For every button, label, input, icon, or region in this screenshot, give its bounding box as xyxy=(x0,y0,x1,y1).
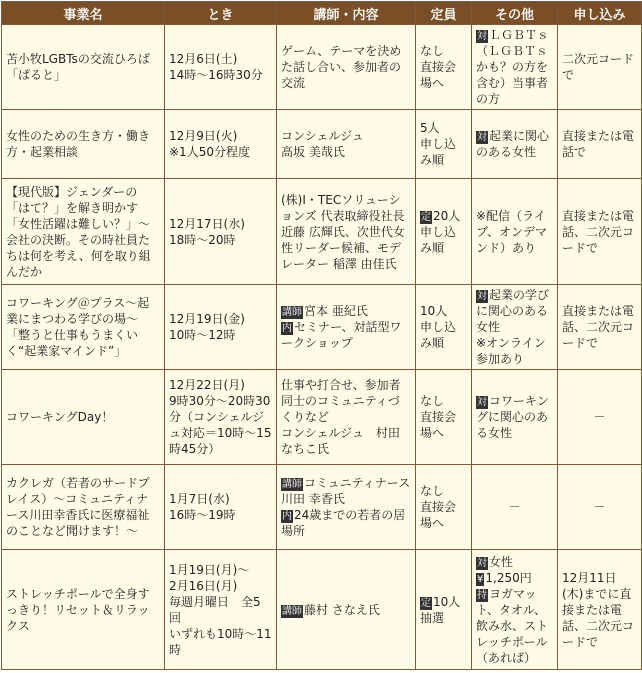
header-capacity: 定員 xyxy=(416,2,472,25)
capacity-value: 10人 xyxy=(433,594,461,609)
table-header-row xyxy=(2,2,642,25)
capacity-note: 申し込み順 xyxy=(420,224,457,255)
application-text: 12月11日(木)までに直接または電話、二次元コードで xyxy=(562,570,635,649)
when-cell xyxy=(165,179,277,285)
header-lecturer-content: 講師・内容 xyxy=(277,2,416,25)
event-name: コワーキング＠プラス～起業にまつわる学びの場～「整うと仕事もうまくいく“起業家マインド”」 xyxy=(6,296,150,358)
event-time: いずれも10時～11時 xyxy=(169,626,272,657)
target-tag: 対 xyxy=(477,31,487,42)
event-name: 女性のための生き方・働き方・起業相談 xyxy=(6,129,151,159)
table-row xyxy=(2,550,642,670)
application-cell xyxy=(558,285,642,370)
capacity-tag: 定 xyxy=(421,597,431,609)
lecturer-name: 高坂 美哉氏 xyxy=(281,145,345,159)
header-when: とき xyxy=(165,2,277,25)
event-table xyxy=(1,1,642,670)
content-text: ゲーム、テーマを決めた話し合い、参加者の交流 xyxy=(281,44,402,90)
when-cell xyxy=(165,285,277,370)
capacity-value: 10人 xyxy=(420,304,448,318)
event-name: コワーキングDay！ xyxy=(6,410,114,424)
when-cell xyxy=(165,465,277,550)
event-subtitle: 「女性活躍は難しい？」～会社の決断。その時社員たちは何を考え、何を取り組んだか xyxy=(6,216,151,279)
other-text: 起業に関心のある女性 xyxy=(476,129,550,159)
application-cell xyxy=(558,550,642,670)
lecturer-name: 藤村 さなえ氏 xyxy=(304,602,380,617)
event-date-end: 2月16日(月) xyxy=(169,578,238,593)
application-cell xyxy=(558,110,642,179)
when-cell xyxy=(165,550,277,670)
fee-tag: ¥ xyxy=(477,573,484,585)
event-name-cell xyxy=(2,285,165,370)
capacity-value: なし xyxy=(420,44,445,58)
event-name-cell xyxy=(2,465,165,550)
capacity-note: 申し込み順 xyxy=(420,137,457,167)
event-time: 9時30分～20時30分（コンシェルジュ対応＝10時～15時45分） xyxy=(169,394,272,456)
event-date: 12月19日(金) xyxy=(169,312,245,326)
target-tag: 対 xyxy=(477,291,487,302)
table-row xyxy=(2,465,642,550)
event-date: 12月22日(月) xyxy=(169,378,245,392)
event-name: ストレッチポールで全身すっきり！リセット＆リラックス xyxy=(6,586,150,633)
application-text: 直接または電話で xyxy=(562,129,635,159)
other-cell xyxy=(472,179,558,285)
event-time: 16時～19時 xyxy=(169,508,236,522)
capacity-note: 申し込み順 xyxy=(420,320,457,350)
application-text: 直接または電話、二次元コードで xyxy=(562,304,635,350)
content-tag: 内 xyxy=(282,511,292,522)
content-text: セミナー、対話型ワークショップ xyxy=(281,320,402,350)
target-tag: 対 xyxy=(477,397,487,408)
other-text: － xyxy=(508,500,521,514)
event-time: ※1人50分程度 xyxy=(169,145,250,159)
other-cell xyxy=(472,110,558,179)
when-cell xyxy=(165,25,277,110)
lecturer-tag: 講師 xyxy=(282,479,302,490)
target-tag: 対 xyxy=(477,557,487,569)
other-cell xyxy=(472,370,558,465)
content-cell xyxy=(277,25,416,110)
content-text: 24歳までの若者の居場所 xyxy=(281,508,406,538)
lecturer-name: 宮本 亜紀氏 xyxy=(304,304,368,318)
capacity-tag: 定 xyxy=(421,211,431,223)
content-cell xyxy=(277,179,416,285)
other-text: ※配信（ライブ、オンデマンド）あり xyxy=(476,208,548,255)
content-text: 仕事や打合せ、参加者同士のコミュニティづくりなど xyxy=(281,378,401,424)
application-text: 二次元コードで xyxy=(562,52,635,82)
event-name-cell xyxy=(2,370,165,465)
content-cell xyxy=(277,370,416,465)
capacity-cell xyxy=(416,465,472,550)
event-name-cell xyxy=(2,550,165,670)
capacity-value: 20人 xyxy=(433,208,461,223)
other-cell xyxy=(472,25,558,110)
lecturer-name: コンシェルジュ 村田 なちこ氏 xyxy=(281,426,400,456)
other-text: ＬＧＢＴｓ（ＬＧＢＴｓかも？の方を含む）当事者の方 xyxy=(476,28,550,106)
application-text: 直接または電話、二次元コードで xyxy=(562,208,635,255)
content-text: コンシェルジュ xyxy=(281,129,364,143)
application-cell xyxy=(558,465,642,550)
header-other: その他 xyxy=(472,2,558,25)
lecturer-tag: 講師 xyxy=(282,307,302,318)
other-cell xyxy=(472,285,558,370)
capacity-cell xyxy=(416,25,472,110)
event-name: 苫小牧LGBTsの交流ひろば「ぱると」 xyxy=(6,52,150,82)
capacity-cell xyxy=(416,179,472,285)
other-text: 女性 xyxy=(489,554,514,569)
other-note: ※オンライン参加あり xyxy=(476,336,546,366)
event-date: 1月7日(水) xyxy=(169,492,230,506)
event-date-start: 1月19日(月)～ xyxy=(169,562,250,577)
target-tag: 対 xyxy=(477,132,487,143)
application-cell xyxy=(558,25,642,110)
capacity-note: 直接会場へ xyxy=(420,410,457,440)
content-cell xyxy=(277,550,416,670)
table-row xyxy=(2,370,642,465)
header-event-name: 事業名 xyxy=(2,2,165,25)
other-cell xyxy=(472,550,558,670)
capacity-cell xyxy=(416,370,472,465)
capacity-value: なし xyxy=(420,394,445,408)
content-cell xyxy=(277,110,416,179)
capacity-value: なし xyxy=(420,484,445,498)
event-name: カクレガ（若者のサードプレイス）～コミュニティナース川田幸香氏に医療福祉のことなど聞けます！～ xyxy=(6,476,150,538)
header-application: 申し込み xyxy=(558,2,642,25)
event-time: 18時～20時 xyxy=(169,232,236,247)
capacity-note: 直接会場へ xyxy=(420,60,457,90)
table-row xyxy=(2,179,642,285)
application-text: － xyxy=(593,500,606,514)
content-cell xyxy=(277,285,416,370)
other-cell xyxy=(472,465,558,550)
items-text: ヨガマット、タオル、飲み水、ストレッチポール（あれば） xyxy=(476,586,549,665)
event-schedule: 毎週月曜日 全5回 xyxy=(169,594,261,625)
event-time: 14時～16時30分 xyxy=(169,68,263,82)
fee-text: 1,250円 xyxy=(485,570,532,585)
application-cell xyxy=(558,179,642,285)
content-text: (株)I・TECソリューションズ 代表取締役社長 近藤 広輝氏、次世代女性リーダー候補、モデレーター 稲澤 由佳氏 xyxy=(281,192,405,271)
items-tag: 持 xyxy=(477,589,487,601)
application-cell xyxy=(558,370,642,465)
event-date: 12月17日(水) xyxy=(169,216,245,231)
other-text: コワーキングに関心のある女性 xyxy=(476,394,549,440)
capacity-cell xyxy=(416,550,472,670)
capacity-value: 5人 xyxy=(420,121,440,135)
event-name: 【現代版】ジェンダーの「はて？」を解き明かす xyxy=(6,184,139,215)
capacity-cell xyxy=(416,110,472,179)
application-text: － xyxy=(593,410,606,424)
when-cell xyxy=(165,110,277,179)
table-row xyxy=(2,110,642,179)
content-tag: 内 xyxy=(282,323,292,334)
event-time: 10時～12時 xyxy=(169,328,236,342)
table-row xyxy=(2,25,642,110)
event-date: 12月6日(土) xyxy=(169,52,238,66)
content-cell xyxy=(277,465,416,550)
lecturer-name: コミュニティナース 川田 幸香氏 xyxy=(281,476,411,506)
other-text: 起業の学びに関心のある女性 xyxy=(476,288,550,334)
event-date: 12月9日(火) xyxy=(169,129,238,143)
capacity-note: 直接会場へ xyxy=(420,500,457,530)
event-name-cell xyxy=(2,179,165,285)
event-name-cell xyxy=(2,25,165,110)
capacity-cell xyxy=(416,285,472,370)
when-cell xyxy=(165,370,277,465)
lecturer-tag: 講師 xyxy=(282,605,302,617)
table-row xyxy=(2,285,642,370)
capacity-note: 抽選 xyxy=(420,610,445,625)
event-name-cell xyxy=(2,110,165,179)
